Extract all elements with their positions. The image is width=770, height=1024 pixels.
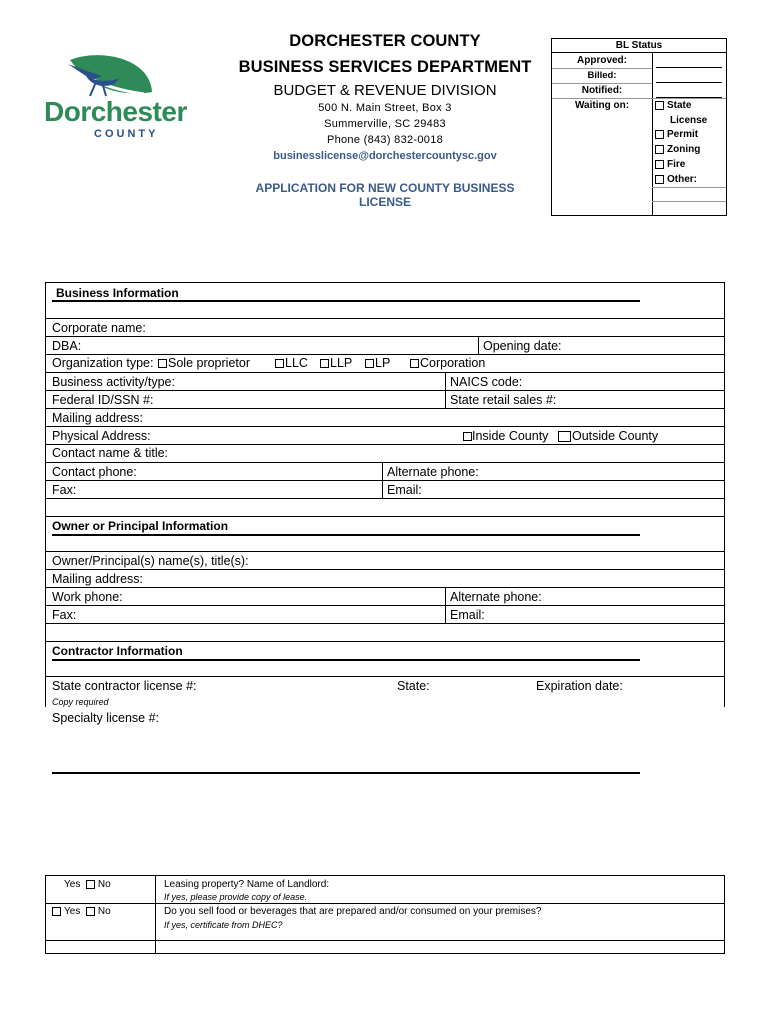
contractor-license-field[interactable]: State contractor license #:: [52, 679, 197, 693]
business-fax-field[interactable]: Fax:: [52, 483, 77, 497]
physical-address-field[interactable]: Physical Address:: [52, 429, 151, 443]
federal-id-field[interactable]: Federal ID/SSN #:: [52, 393, 154, 407]
inside-county-option[interactable]: Inside County: [463, 429, 548, 443]
business-alternate-phone-field[interactable]: Alternate phone:: [387, 465, 479, 479]
contact-phone-field[interactable]: Contact phone:: [52, 465, 137, 479]
business-section-title: Business Information: [56, 286, 179, 300]
owner-section-title: Owner or Principal Information: [52, 519, 229, 533]
contractor-state-field[interactable]: State:: [397, 679, 430, 693]
owner-mailing-address-field[interactable]: Mailing address:: [52, 572, 144, 586]
phone-number: Phone (843) 832-0018: [326, 134, 444, 146]
leasing-yes-no[interactable]: Yes No: [64, 879, 111, 890]
checkbox-icon[interactable]: [463, 432, 472, 441]
division-title: BUDGET & REVENUE DIVISION: [273, 82, 497, 99]
leasing-question: Leasing property? Name of Landlord:: [164, 879, 330, 890]
org-llp[interactable]: LLP: [320, 356, 352, 370]
business-email-field[interactable]: Email:: [387, 483, 422, 497]
notified-label: Notified:: [581, 85, 623, 96]
approved-label: Approved:: [577, 55, 627, 66]
checkbox-icon[interactable]: [410, 359, 419, 368]
organization-type-label: Organization type:: [52, 356, 154, 370]
state-retail-field[interactable]: State retail sales #:: [450, 393, 557, 407]
checkbox-icon[interactable]: [320, 359, 329, 368]
owner-fax-field[interactable]: Fax:: [52, 608, 77, 622]
outside-county-option[interactable]: Outside County: [558, 429, 658, 443]
org-sole-proprietor[interactable]: Sole proprietor: [158, 356, 250, 370]
checkbox-icon[interactable]: [655, 101, 664, 110]
county-title: DORCHESTER COUNTY: [289, 32, 481, 50]
waiting-option-license-label: License: [670, 115, 708, 126]
food-note: If yes, certificate from DHEC?: [164, 920, 283, 930]
owner-email-field[interactable]: Email:: [450, 608, 485, 622]
copy-required-note: Copy required: [52, 697, 109, 707]
department-title: BUSINESS SERVICES DEPARTMENT: [238, 58, 532, 76]
checkbox-icon[interactable]: [52, 907, 61, 916]
contact-name-field[interactable]: Contact name & title:: [52, 446, 169, 460]
naics-code-field[interactable]: NAICS code:: [450, 375, 523, 389]
contractor-expiration-field[interactable]: Expiration date:: [536, 679, 623, 693]
approved-field[interactable]: [656, 57, 722, 68]
leasing-note: If yes, please provide copy of lease.: [164, 892, 308, 902]
logo-wordmark: Dorchester: [44, 96, 187, 127]
checkbox-icon[interactable]: [655, 160, 664, 169]
org-lp[interactable]: LP: [365, 356, 390, 370]
checkbox-icon[interactable]: [655, 145, 664, 154]
billed-label: Billed:: [587, 70, 617, 81]
checkbox-icon[interactable]: [158, 359, 167, 368]
owner-names-field[interactable]: Owner/Principal(s) name(s), title(s):: [52, 554, 249, 568]
business-mailing-address-field[interactable]: Mailing address:: [52, 411, 144, 425]
logo-subtitle: COUNTY: [94, 128, 159, 140]
food-question: Do you sell food or beverages that are prepared and/or consumed on your premises?: [164, 906, 542, 917]
checkbox-icon[interactable]: [558, 431, 571, 442]
waiting-option-state[interactable]: State: [655, 100, 691, 111]
food-yes-no[interactable]: Yes No: [52, 906, 111, 917]
bl-status-box: [551, 38, 727, 216]
org-corporation[interactable]: Corporation: [410, 356, 485, 370]
bl-status-title: BL Status: [615, 40, 663, 51]
checkbox-icon[interactable]: [655, 175, 664, 184]
owner-alternate-phone-field[interactable]: Alternate phone:: [450, 590, 542, 604]
notified-field[interactable]: [656, 87, 722, 98]
checkbox-icon[interactable]: [86, 880, 95, 889]
business-activity-field[interactable]: Business activity/type:: [52, 375, 175, 389]
checkbox-icon[interactable]: [275, 359, 284, 368]
checkbox-icon[interactable]: [655, 130, 664, 139]
dba-field[interactable]: DBA:: [52, 339, 82, 353]
corporate-name-field[interactable]: Corporate name:: [52, 321, 146, 335]
billed-field[interactable]: [656, 72, 722, 83]
waiting-option-other[interactable]: Other:: [655, 174, 697, 185]
waiting-on-label: Waiting on:: [574, 100, 630, 111]
specialty-license-field[interactable]: Specialty license #:: [52, 711, 160, 725]
waiting-option-zoning[interactable]: Zoning: [655, 144, 700, 155]
contact-email[interactable]: businesslicense@dorchestercountysc.gov: [273, 150, 497, 162]
county-logo: [40, 52, 187, 148]
contractor-section-title: Contractor Information: [52, 644, 183, 658]
address-line-1: 500 N. Main Street, Box 3: [318, 102, 452, 114]
org-llc[interactable]: LLC: [275, 356, 308, 370]
address-line-2: Summerville, SC 29483: [324, 118, 446, 130]
waiting-option-fire[interactable]: Fire: [655, 159, 685, 170]
checkbox-icon[interactable]: [365, 359, 374, 368]
owner-work-phone-field[interactable]: Work phone:: [52, 590, 123, 604]
checkbox-icon[interactable]: [86, 907, 95, 916]
opening-date-field[interactable]: Opening date:: [483, 339, 562, 353]
application-title: APPLICATION FOR NEW COUNTY BUSINESS LICENSE: [255, 181, 515, 209]
waiting-option-permit[interactable]: Permit: [655, 129, 698, 140]
